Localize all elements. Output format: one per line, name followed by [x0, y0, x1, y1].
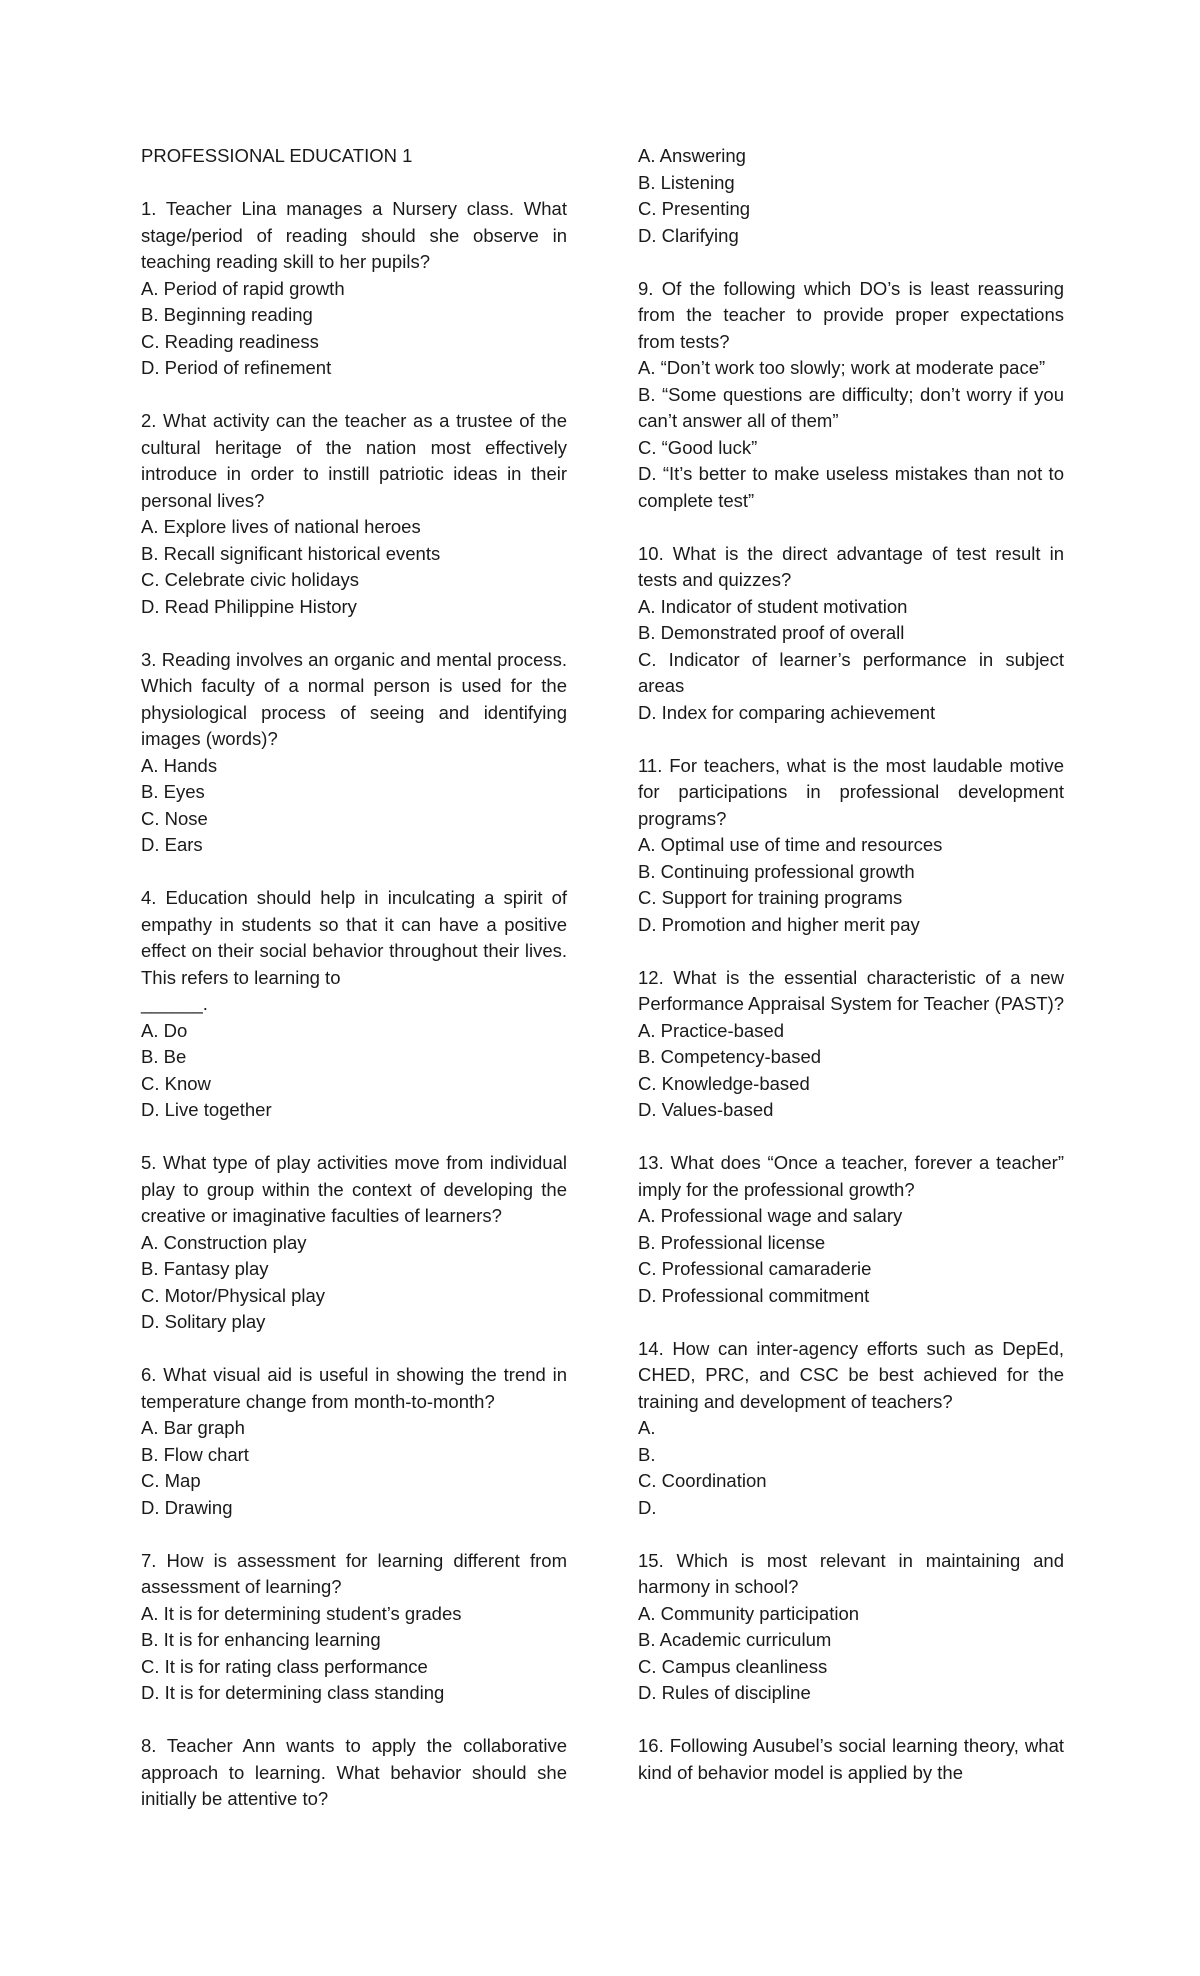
- option-a: A. Bar graph: [141, 1417, 245, 1438]
- option-d: D. It is for determining class standing: [141, 1682, 445, 1703]
- option-b: B. Fantasy play: [141, 1258, 269, 1279]
- option-b: B. Competency-based: [638, 1046, 822, 1067]
- option-a: A.: [638, 1417, 656, 1438]
- option-a: A. Practice-based: [638, 1019, 785, 1041]
- question-stem: 9. Of the following which DO’s is least reassuring from the teacher to provide proper expectations from tests?: [638, 277, 1064, 352]
- option-b: B. “Some questions are difficulty; don’t worry if you can’t answer all of them”: [638, 383, 1064, 431]
- option-a: A. Hands: [141, 754, 218, 776]
- question-16: [638, 1733, 1064, 1786]
- option-c: C. Campus cleanliness: [638, 1655, 828, 1677]
- option-a: A. Indicator of student motivation: [638, 595, 908, 617]
- option-d: D. Live together: [141, 1099, 272, 1120]
- option-c: C. Celebrate civic holidays: [141, 569, 359, 590]
- option-d: D. Period of refinement: [141, 357, 332, 378]
- option-d: D. Ears: [141, 834, 203, 855]
- question-stem: 7. How is assessment for learning different from assessment of learning?: [141, 1549, 567, 1597]
- option-c: C. Indicator of learner’s performance in subject areas: [638, 648, 1064, 696]
- question-14: [638, 1336, 1064, 1522]
- question-9: [638, 276, 1064, 515]
- option-a: A. “Don’t work too slowly; work at moderate pace”: [638, 357, 1046, 378]
- question-stem: 15. Which is most relevant in maintaining and harmony in school?: [638, 1549, 1064, 1597]
- left-column: [141, 143, 567, 1813]
- option-a: A. Community participation: [638, 1602, 860, 1624]
- question-stem: 3. Reading involves an organic and mental process. Which faculty of a normal person is used for the physiological process of seeing and identifying images (words)?: [141, 648, 567, 749]
- option-a: A. Do: [141, 1019, 188, 1041]
- question-stem: 10. What is the direct advantage of test result in tests and quizzes?: [638, 542, 1064, 590]
- option-b: B. Professional license: [638, 1231, 826, 1253]
- question-1: [141, 196, 567, 382]
- right-column: [638, 143, 1064, 1786]
- option-a: A. Professional wage and salary: [638, 1205, 903, 1226]
- option-d: D. Values-based: [638, 1099, 774, 1120]
- option-a: A. Construction play: [141, 1231, 307, 1253]
- question-stem: 1. Teacher Lina manages a Nursery class. What stage/period of reading should she observe in teaching reading skill to her pupils?: [141, 198, 567, 272]
- question-8: [141, 1733, 567, 1813]
- option-d: D. “It’s better to make useless mistakes than not to complete test”: [638, 463, 1064, 511]
- option-b: B. Continuing professional growth: [638, 860, 915, 882]
- question-8-options: [638, 143, 1064, 249]
- question-stem: 11. For teachers, what is the most laudable motive for participations in professional development programs?: [638, 754, 1064, 829]
- option-d: D. Clarifying: [638, 224, 739, 246]
- option-b: B. Academic curriculum: [638, 1629, 832, 1650]
- option-c: C. Knowledge-based: [638, 1072, 810, 1094]
- option-d: D. Index for comparing achievement: [638, 701, 936, 723]
- option-c: C. Know: [141, 1072, 211, 1094]
- option-b: B. It is for enhancing learning: [141, 1629, 381, 1650]
- question-stem: 4. Education should help in inculcating a spirit of empathy in students so that it can have a positive effect on their social behavior throughout their lives. This refers to learning to: [141, 887, 567, 988]
- question-13: [638, 1150, 1064, 1309]
- question-10: [638, 541, 1064, 727]
- option-c: C. Reading readiness: [141, 330, 319, 352]
- option-d: D. Solitary play: [141, 1311, 266, 1332]
- question-stem: 6. What visual aid is useful in showing the trend in temperature change from month-to-month?: [141, 1364, 567, 1412]
- option-b: B. Listening: [638, 171, 735, 193]
- option-d: D.: [638, 1496, 657, 1518]
- option-d: D. Professional commitment: [638, 1284, 870, 1306]
- option-b: B. Recall significant historical events: [141, 542, 441, 564]
- option-d: D. Read Philippine History: [141, 595, 357, 617]
- option-b: B.: [638, 1443, 656, 1465]
- question-5: [141, 1150, 567, 1336]
- option-d: D. Promotion and higher merit pay: [638, 913, 920, 935]
- question-stem: 16. Following Ausubel’s social learning theory, what kind of behavior model is applied by the: [638, 1735, 1064, 1783]
- question-2: [141, 408, 567, 620]
- option-d: D. Rules of discipline: [638, 1682, 811, 1703]
- question-3: [141, 647, 567, 859]
- question-stem: 12. What is the essential characteristic of a new Performance Appraisal System for Teacher (PAST)?: [638, 966, 1065, 1014]
- option-c: C. Coordination: [638, 1470, 767, 1491]
- option-d: D. Drawing: [141, 1496, 233, 1518]
- option-a: A. Explore lives of national heroes: [141, 516, 421, 537]
- option-b: B. Beginning reading: [141, 304, 313, 325]
- question-15: [638, 1548, 1064, 1707]
- option-c: C. Presenting: [638, 198, 751, 219]
- question-7: [141, 1548, 567, 1707]
- question-stem: 13. What does “Once a teacher, forever a teacher” imply for the professional growth?: [638, 1152, 1064, 1200]
- question-11: [638, 753, 1064, 939]
- question-6: [141, 1362, 567, 1521]
- option-c: C. “Good luck”: [638, 436, 758, 458]
- option-a: A. It is for determining student’s grades: [141, 1602, 462, 1624]
- option-b: B. Eyes: [141, 781, 205, 802]
- option-c: C. Map: [141, 1470, 201, 1491]
- question-12: [638, 965, 1064, 1124]
- option-c: C. Professional camaraderie: [638, 1258, 872, 1279]
- question-stem: 8. Teacher Ann wants to apply the collaborative approach to learning. What behavior should she initially be attentive to?: [141, 1735, 567, 1809]
- option-b: B. Flow chart: [141, 1443, 249, 1465]
- fill-in-blank: ______.: [141, 993, 208, 1014]
- option-a: A. Period of rapid growth: [141, 277, 345, 299]
- option-a: A. Answering: [638, 145, 746, 166]
- question-stem: 14. How can inter-agency efforts such as DepEd, CHED, PRC, and CSC be best achieved for the training and development of teachers?: [638, 1337, 1064, 1412]
- question-stem: 2. What activity can the teacher as a trustee of the cultural heritage of the nation most effectively introduce in order to instill patriotic ideas in their personal lives?: [141, 410, 567, 511]
- option-c: C. Nose: [141, 807, 208, 829]
- question-4: [141, 885, 567, 1124]
- option-b: B. Demonstrated proof of overall: [638, 622, 905, 643]
- option-c: C. Motor/Physical play: [141, 1284, 326, 1306]
- option-a: A. Optimal use of time and resources: [638, 834, 943, 855]
- option-c: C. It is for rating class performance: [141, 1655, 428, 1677]
- option-c: C. Support for training programs: [638, 887, 903, 908]
- question-stem: 5. What type of play activities move from individual play to group within the context of developing the creative or imaginative faculties of learners?: [141, 1152, 567, 1226]
- document-title: PROFESSIONAL EDUCATION 1: [141, 145, 413, 166]
- option-b: B. Be: [141, 1046, 187, 1067]
